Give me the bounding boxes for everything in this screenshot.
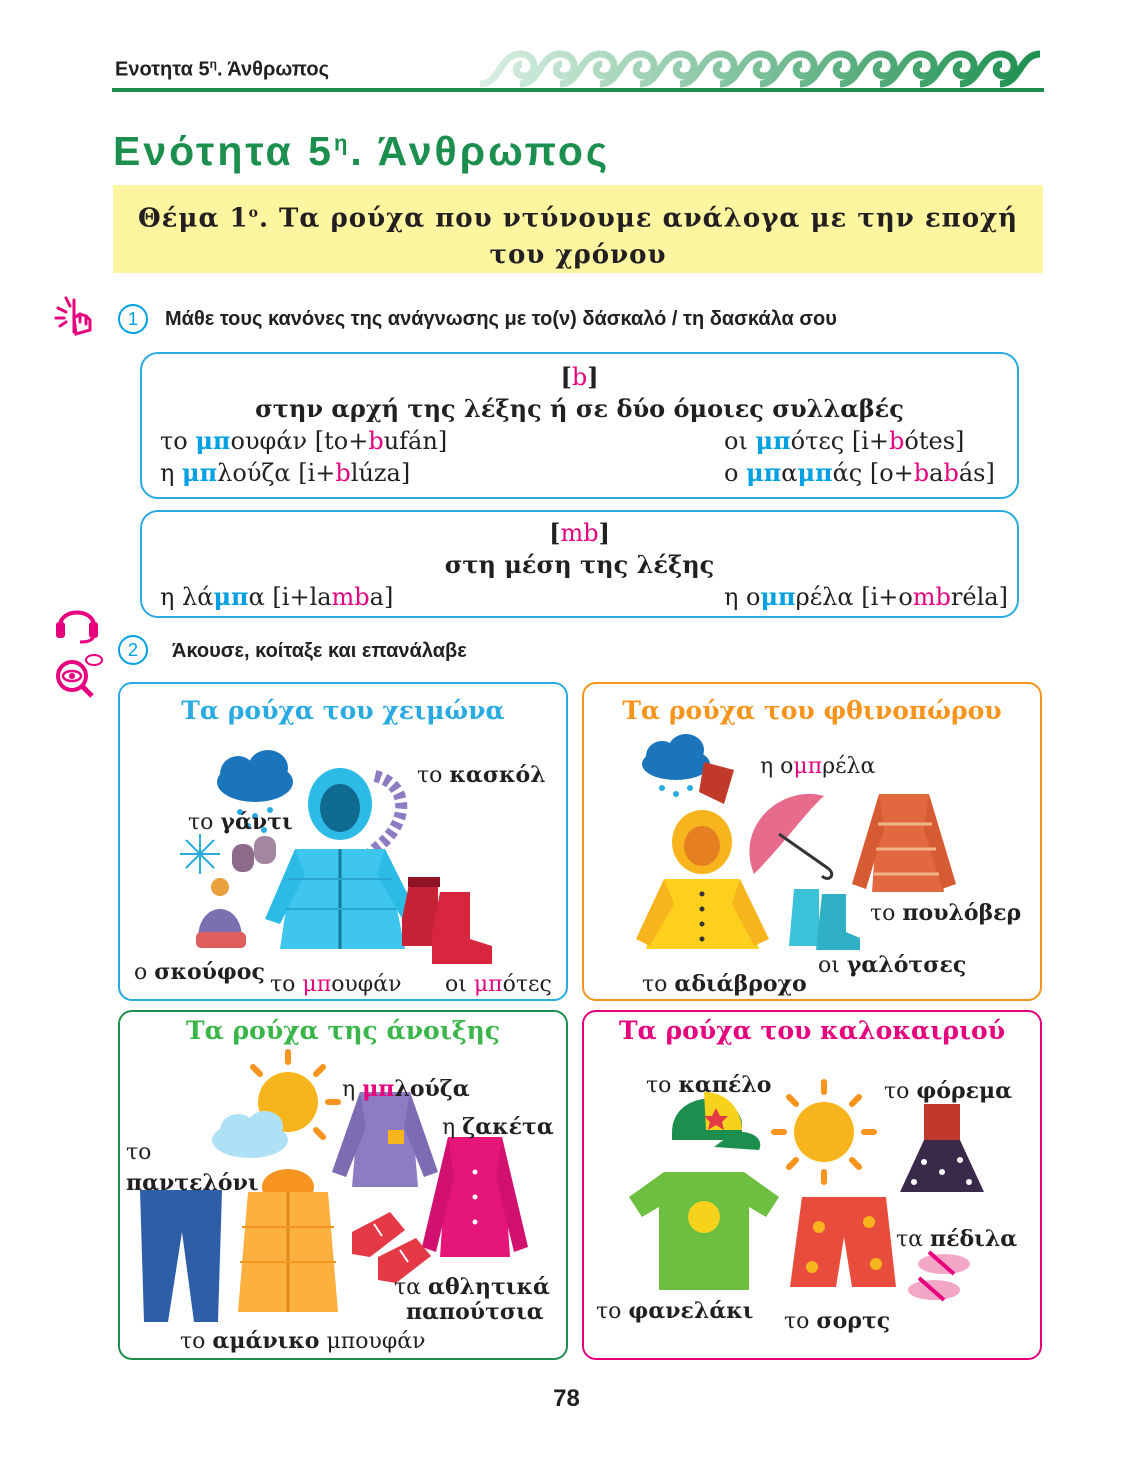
rule-box-b	[140, 352, 1019, 499]
lbl-word: πέδιλα	[930, 1226, 1018, 1252]
rule-mb-rule: στη μέση της λέξης	[444, 550, 715, 579]
ex-sound: b	[913, 459, 930, 487]
sandals-icon	[908, 1252, 970, 1300]
label-sneakers-1	[394, 1274, 550, 1300]
lbl-article: το	[646, 1073, 679, 1098]
label-scarf	[417, 762, 546, 788]
lbl-word: αδιάβροχο	[674, 971, 807, 997]
sun-cloud-icon	[212, 1052, 338, 1158]
sweater-icon	[852, 794, 956, 892]
theme-title	[113, 185, 1043, 273]
label-wellies	[818, 952, 966, 978]
label-cardigan	[442, 1114, 554, 1140]
example-ombrela	[724, 582, 1008, 611]
theme-line1-sup: ο	[248, 205, 259, 221]
lbl-word: κασκόλ	[449, 762, 546, 788]
label-trousers: παντελόνι	[126, 1170, 259, 1196]
raincoat-icon	[636, 810, 769, 949]
example-bluza	[160, 458, 410, 487]
lbl-article: το	[270, 972, 303, 997]
lbl-word: λούζα	[394, 1076, 470, 1102]
panel-winter-title: Τα ρούχα του χειμώνα	[181, 696, 505, 725]
exercise-2-number: 2	[118, 635, 148, 665]
lbl-sound: μπ	[793, 754, 823, 779]
tshirt-icon	[629, 1172, 779, 1290]
ex-sound: b	[889, 427, 905, 455]
label-trousers-article: το	[126, 1140, 152, 1165]
lbl-article: τα	[394, 1275, 429, 1300]
lbl-article: τα	[896, 1227, 931, 1252]
ex-text: η ο	[724, 583, 761, 611]
ex-text: lúza]	[350, 459, 411, 487]
example-babas	[724, 458, 995, 487]
ex-sound: mb	[912, 583, 951, 611]
lbl-article: ο	[134, 960, 155, 985]
label-sweater	[870, 900, 1021, 926]
lbl-article: οι	[445, 972, 474, 997]
ex-text: οι	[724, 427, 756, 455]
label-umbrella	[760, 754, 875, 779]
label-blouse	[342, 1076, 470, 1102]
running-header	[115, 57, 329, 82]
example-botes	[724, 426, 964, 455]
lbl-word: φόρεμα	[916, 1078, 1013, 1104]
trousers-icon	[140, 1190, 222, 1322]
ex-text: ás]	[958, 459, 995, 487]
ex-text: η λά	[160, 583, 214, 611]
lbl-word: σορτς	[816, 1308, 891, 1334]
lbl-word: πουλόβερ	[902, 900, 1022, 926]
ex-text: ufán]	[383, 427, 448, 455]
rule-mb-sound-text: mb	[560, 519, 599, 547]
teacher-hand-icon	[52, 292, 98, 338]
ex-text: ότες [i+	[790, 427, 890, 455]
label-hat	[134, 959, 265, 985]
cardigan-icon	[422, 1137, 528, 1257]
ex-sound: mb	[331, 583, 370, 611]
lbl-word: γαλότσες	[846, 952, 967, 978]
dress-icon	[900, 1104, 984, 1192]
ex-highlight: μπ	[760, 582, 796, 611]
lbl-rest: ουφάν	[331, 972, 402, 997]
ex-text: a	[929, 459, 944, 487]
winter-clothes-illustration	[120, 684, 566, 999]
greek-wave-ornament	[480, 46, 1045, 88]
ex-text: réla]	[950, 583, 1008, 611]
header-rule	[112, 88, 1044, 92]
panel-summer-title: Τα ρούχα του καλοκαιριού	[618, 1016, 1006, 1045]
unit-title-rest: . Άνθρωπος	[350, 128, 611, 174]
ex-sound: b	[335, 459, 351, 487]
exercise-1-instruction: Μάθε τους κανόνες της ανάγνωσης με το(ν) δάσκαλό / τη δασκάλα σου	[165, 308, 837, 330]
snowflake-icon	[180, 834, 220, 874]
lbl-word: καπέλο	[678, 1072, 772, 1098]
running-header-sup: η	[209, 57, 217, 71]
running-header-rest: . Άνθρωπος	[216, 58, 330, 81]
wellies-icon	[789, 889, 860, 950]
ex-text: ρέλα [i+o	[795, 583, 913, 611]
label-sneakers-2: παπούτσια	[406, 1299, 544, 1325]
ex-highlight: μπ	[182, 458, 218, 487]
theme-line2: του χρόνου	[489, 239, 667, 270]
rain-cloud-icon	[642, 734, 734, 804]
rule-b-sound: [b]	[560, 362, 599, 391]
ex-text: ο	[724, 459, 747, 487]
lbl-article: η ο	[760, 754, 794, 779]
label-boots	[445, 972, 552, 997]
lbl-sound: μπ	[473, 972, 503, 997]
label-shorts	[784, 1308, 890, 1334]
unit-title	[113, 128, 610, 175]
theme-banner	[113, 185, 1043, 273]
lbl-sound: μπ	[362, 1076, 395, 1102]
running-header-text: Ενοτητα 5	[115, 58, 210, 81]
page-number: 78	[553, 1385, 580, 1412]
lbl-article: το	[417, 763, 450, 788]
rule-b-sound-text: b	[571, 363, 588, 391]
umbrella-icon	[749, 794, 831, 879]
lbl-article: το	[180, 1329, 213, 1354]
lbl-word: ζακέτα	[462, 1114, 554, 1140]
lbl-article: το	[784, 1309, 817, 1334]
panel-spring	[118, 1010, 568, 1360]
ex-highlight: μπ	[797, 458, 833, 487]
ex-text: το	[160, 427, 196, 455]
lbl-word: γάντι	[220, 809, 293, 835]
autumn-clothes-illustration	[584, 684, 1040, 999]
lbl-word: αθλητικά	[428, 1274, 550, 1300]
lbl-word: αμάνικο	[212, 1328, 320, 1354]
lbl-rest: ρέλα	[822, 754, 876, 779]
ex-text: ótes]	[904, 427, 965, 455]
ex-text: α	[781, 459, 798, 487]
rule-mb-sound: [mb]	[549, 518, 610, 547]
panel-spring-title: Τα ρούχα της άνοιξης	[185, 1016, 501, 1045]
rule-box-mb	[140, 510, 1019, 618]
unit-title-sup: η	[333, 130, 351, 156]
label-raincoat	[642, 971, 807, 997]
label-glove	[188, 809, 293, 835]
rule-b-rule: στην αρχή της λέξης ή σε δύο όμοιες συλλαβές	[255, 394, 904, 423]
mittens-icon	[232, 836, 276, 872]
ex-highlight: μπ	[213, 582, 249, 611]
lbl-word: φανελάκι	[628, 1298, 754, 1324]
lbl-article: η	[442, 1115, 463, 1140]
label-tshirt	[596, 1298, 753, 1324]
shorts-icon	[790, 1197, 896, 1287]
lbl-word: σκούφος	[154, 959, 265, 985]
blouse-icon	[332, 1092, 438, 1187]
example-bufan	[160, 426, 447, 455]
example-lampa	[160, 582, 393, 611]
label-jacket	[270, 972, 401, 997]
panel-summer	[582, 1010, 1042, 1360]
lbl-article: το	[870, 901, 903, 926]
winter-hat-icon	[196, 878, 246, 948]
ex-text: a]	[369, 583, 394, 611]
panel-autumn	[582, 682, 1042, 1001]
ex-sound: b	[368, 427, 384, 455]
label-sandals	[896, 1226, 1017, 1252]
lbl-article: η	[342, 1077, 363, 1102]
cap-icon	[672, 1092, 760, 1150]
sneakers-icon	[352, 1212, 431, 1283]
panel-winter	[118, 682, 568, 1001]
theme-line1-a: Θέμα 1	[137, 203, 249, 234]
sun-icon	[774, 1082, 874, 1182]
ex-highlight: μπ	[195, 426, 231, 455]
lbl-article: το	[188, 810, 221, 835]
lbl-article: οι	[818, 953, 847, 978]
lbl-sound: μπ	[302, 972, 332, 997]
label-dress	[884, 1078, 1012, 1104]
ex-text: λούζα [i+	[217, 459, 336, 487]
headphones-icon	[52, 596, 102, 644]
ex-text: άς [o+	[832, 459, 914, 487]
exercise-1-number: 1	[118, 304, 148, 334]
lbl-article: το	[642, 972, 675, 997]
look-magnifier-icon	[52, 652, 104, 698]
label-cap	[646, 1072, 771, 1098]
lbl-article: το	[884, 1079, 917, 1104]
unit-title-text: Ενότητα 5	[113, 128, 334, 174]
red-boots-icon	[402, 877, 492, 964]
theme-line1-b: . Τα ρούχα που ντύνουμε ανάλογα με την εποχή	[258, 203, 1019, 234]
panel-autumn-title: Τα ρούχα του φθινοπώρου	[622, 696, 1002, 725]
ex-text: α [i+la	[248, 583, 332, 611]
ex-sound: b	[943, 459, 959, 487]
lbl-article: το	[596, 1299, 629, 1324]
ex-text: η	[160, 459, 183, 487]
exercise-2-instruction: Άκουσε, κοίταξε και επανάλαβε	[172, 640, 467, 662]
ex-text: ουφάν [to+	[230, 427, 369, 455]
label-vest	[180, 1328, 425, 1354]
ex-highlight: μπ	[755, 426, 791, 455]
lbl-rest: ότες	[502, 972, 552, 997]
ex-highlight: μπ	[746, 458, 782, 487]
lbl-rest: μπουφάν	[319, 1329, 426, 1354]
